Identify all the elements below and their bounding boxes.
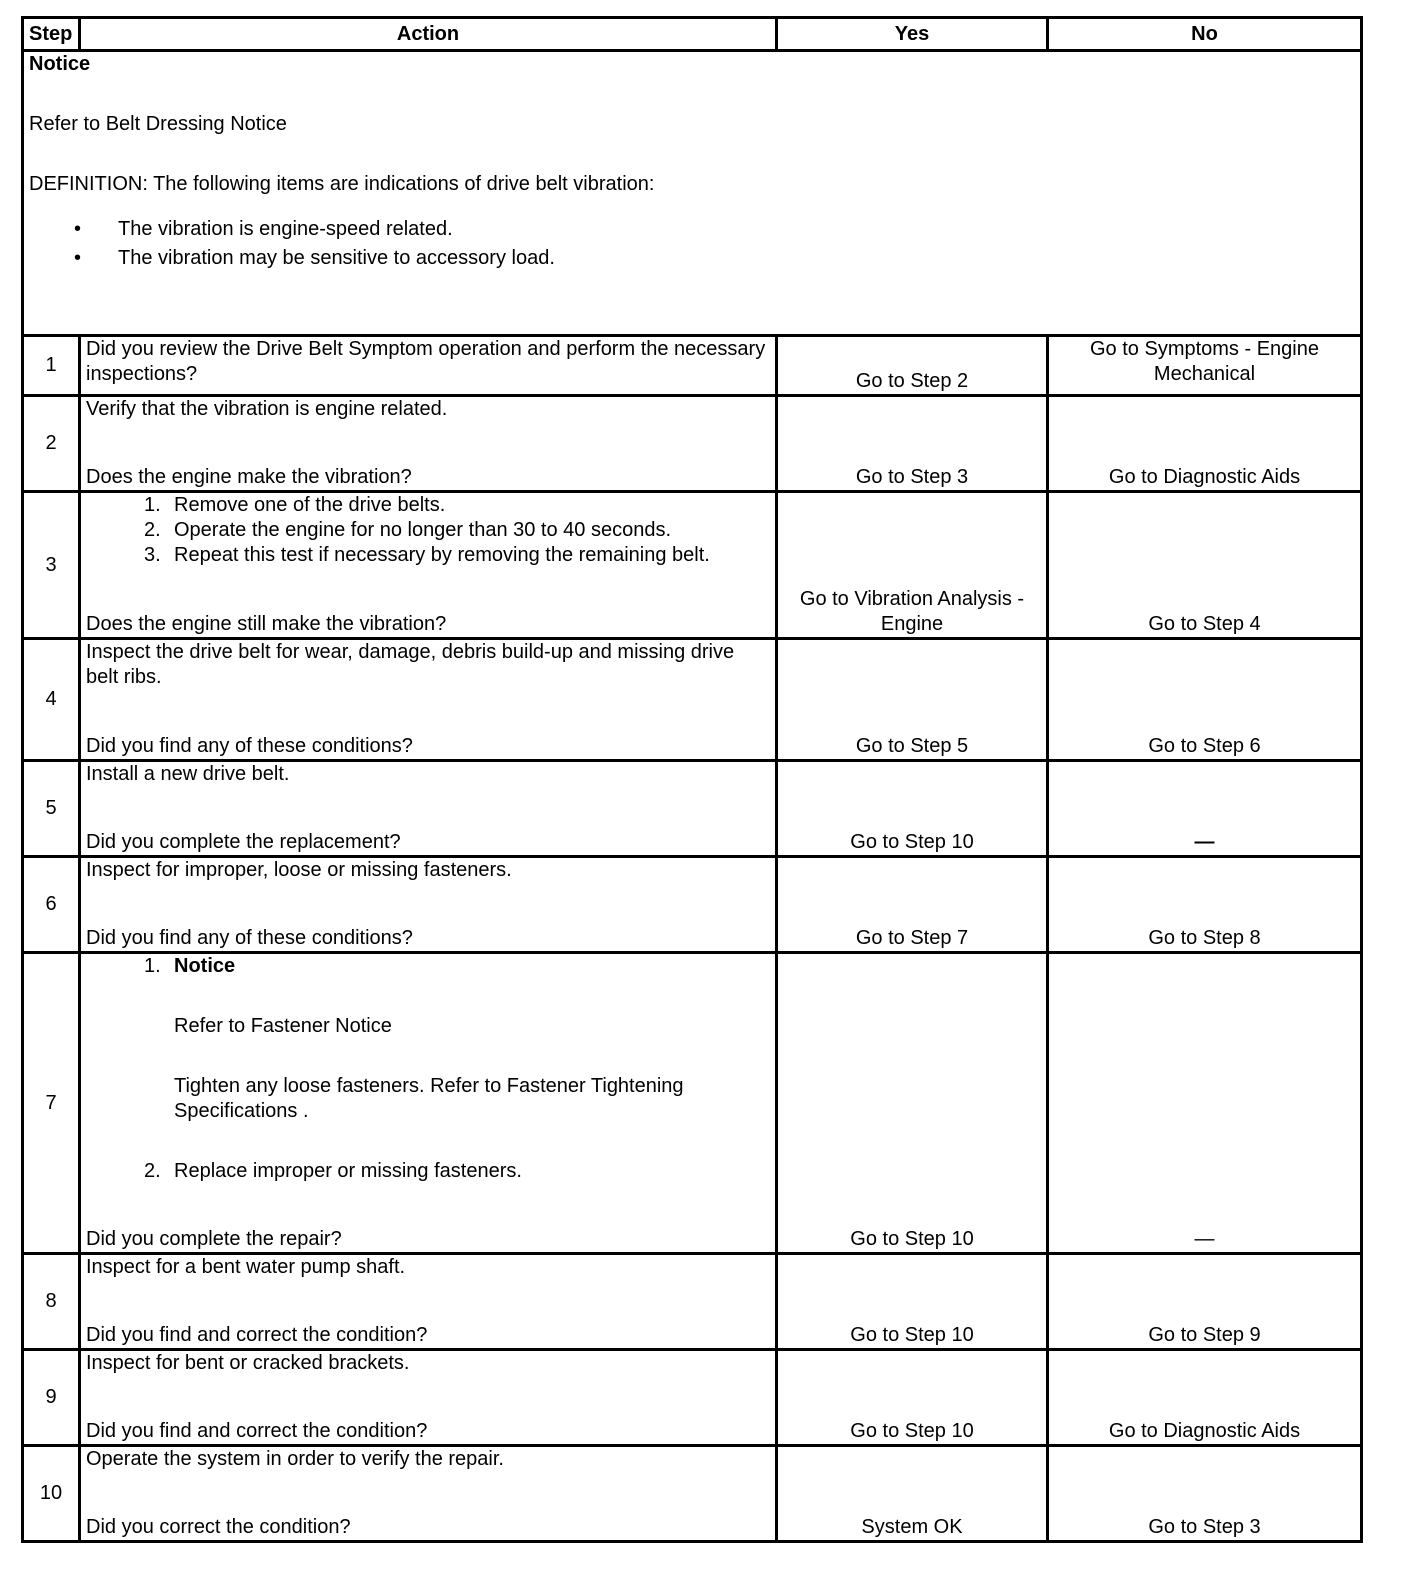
no-cell: Go to Step 6 xyxy=(1048,639,1362,761)
yes-cell: System OK xyxy=(777,1446,1048,1542)
step-number: 9 xyxy=(23,1350,80,1446)
table-row xyxy=(23,336,1362,396)
table-row xyxy=(23,761,1362,857)
header-yes: Yes xyxy=(777,18,1048,51)
action-cell: Operate the system in order to verify the repair. Did you correct the condition? xyxy=(80,1446,777,1542)
fastener-tighten-text: Tighten any loose fasteners. Refer to Fastener Tightening Specifications . xyxy=(174,1075,684,1122)
no-cell: Go to Step 4 xyxy=(1048,492,1362,639)
table-row xyxy=(23,953,1362,1254)
step-number: 8 xyxy=(23,1254,80,1350)
list-item: • The vibration may be sensitive to accessory load. xyxy=(74,247,555,269)
yes-cell: Go to Step 7 xyxy=(777,857,1048,953)
no-cell: Go to Symptoms - Engine Mechanical xyxy=(1048,336,1362,396)
step-number: 6 xyxy=(23,857,80,953)
yes-cell: Go to Step 10 xyxy=(777,953,1048,1254)
step-number: 3 xyxy=(23,492,80,639)
list-item: 2. Operate the engine for no longer than 30 to 40 seconds. xyxy=(144,519,672,541)
step-number: 5 xyxy=(23,761,80,857)
table-row xyxy=(23,639,1362,761)
header-step: Step xyxy=(23,18,80,51)
question: Did you find any of these conditions? xyxy=(86,927,413,949)
question: Did you complete the replacement? xyxy=(86,831,401,853)
action-cell: Inspect for a bent water pump shaft. Did you find and correct the condition? xyxy=(80,1254,777,1350)
question: Does the engine make the vibration? xyxy=(86,466,412,488)
no-cell: Go to Diagnostic Aids xyxy=(1048,396,1362,492)
notice-bullets xyxy=(29,215,1355,273)
action-cell: Inspect for improper, loose or missing fasteners. Did you find any of these conditions? xyxy=(80,857,777,953)
question: Did you find any of these conditions? xyxy=(86,735,413,757)
table-row xyxy=(23,492,1362,639)
notice-definition: DEFINITION: The following items are indications of drive belt vibration: xyxy=(29,173,655,195)
header-no: No xyxy=(1048,18,1362,51)
step-number: 10 xyxy=(23,1446,80,1542)
question: Did you find and correct the condition? xyxy=(86,1324,428,1346)
action-cell xyxy=(80,953,777,1254)
list-item: • The vibration is engine-speed related. xyxy=(74,218,453,240)
list-item: 1. Notice xyxy=(144,955,236,977)
action-cell: Inspect the drive belt for wear, damage, debris build-up and missing drive belt ribs. Did you find any of these conditions? xyxy=(80,639,777,761)
header-action: Action xyxy=(80,18,777,51)
no-cell: Go to Step 3 xyxy=(1048,1446,1362,1542)
yes-cell: Go to Step 10 xyxy=(777,1350,1048,1446)
list-item: 3. Repeat this test if necessary by removing the remaining belt. xyxy=(144,544,710,566)
no-cell: Go to Step 8 xyxy=(1048,857,1362,953)
notice-cell xyxy=(23,51,1362,336)
yes-cell: Go to Step 3 xyxy=(777,396,1048,492)
notice-row xyxy=(23,51,1362,336)
yes-cell: Go to Step 10 xyxy=(777,1254,1048,1350)
header-row xyxy=(23,18,1362,51)
table-row xyxy=(23,1446,1362,1542)
numbered-list xyxy=(86,493,770,568)
step-number: 7 xyxy=(23,953,80,1254)
question: Did you correct the condition? xyxy=(86,1516,351,1538)
no-cell: — xyxy=(1048,953,1362,1254)
yes-cell: Go to Step 5 xyxy=(777,639,1048,761)
no-cell: — xyxy=(1048,761,1362,857)
action-cell: Install a new drive belt. Did you complete the replacement? xyxy=(80,761,777,857)
question: Did you complete the repair? xyxy=(86,1228,342,1250)
fastener-notice-refer: Refer to Fastener Notice xyxy=(174,1015,392,1037)
question: Does the engine still make the vibration? xyxy=(86,613,447,635)
table-row xyxy=(23,396,1362,492)
yes-cell: Go to Step 10 xyxy=(777,761,1048,857)
question: Did you find and correct the condition? xyxy=(86,1420,428,1442)
table-row xyxy=(23,1254,1362,1350)
no-cell: Go to Step 9 xyxy=(1048,1254,1362,1350)
numbered-list xyxy=(86,954,770,979)
notice-title: Notice xyxy=(29,53,91,75)
yes-cell: Go to Step 2 xyxy=(777,336,1048,396)
table-row xyxy=(23,1350,1362,1446)
action-cell: Verify that the vibration is engine related. Does the engine make the vibration? xyxy=(80,396,777,492)
step-number: 1 xyxy=(23,336,80,396)
step-number: 4 xyxy=(23,639,80,761)
table-row xyxy=(23,857,1362,953)
action-cell: Inspect for bent or cracked brackets. Did you find and correct the condition? xyxy=(80,1350,777,1446)
action-cell: Did you review the Drive Belt Symptom operation and perform the necessary inspections? xyxy=(80,336,777,396)
numbered-list xyxy=(86,1159,770,1184)
notice-refer: Refer to Belt Dressing Notice xyxy=(29,113,287,135)
list-item: 2. Replace improper or missing fasteners. xyxy=(144,1160,522,1182)
step-number: 2 xyxy=(23,396,80,492)
yes-cell: Go to Vibration Analysis - Engine xyxy=(777,492,1048,639)
no-cell: Go to Diagnostic Aids xyxy=(1048,1350,1362,1446)
action-cell xyxy=(80,492,777,639)
diagnostic-table xyxy=(21,16,1363,1543)
list-item: 1. Remove one of the drive belts. xyxy=(144,494,446,516)
